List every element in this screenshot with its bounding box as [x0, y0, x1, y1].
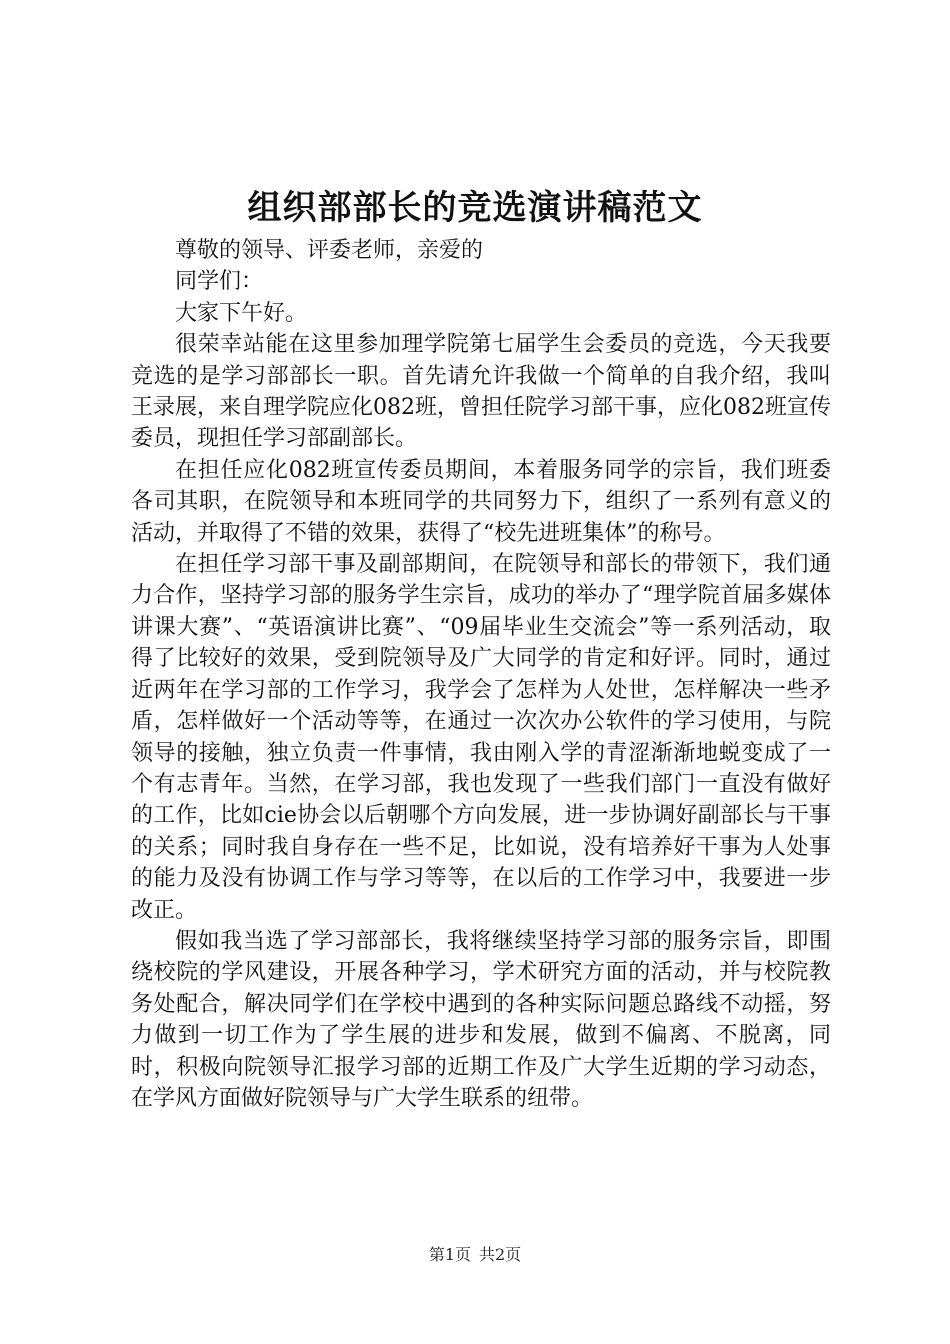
- document-body: [131, 235, 831, 1114]
- greeting-paragraph: 大家下午好。: [175, 300, 308, 326]
- page-number: 第1页: [428, 1245, 471, 1264]
- plan-paragraph: 假如我当选了学习部部长，我将继续坚持学习部的服务宗旨，即围绕校院的学风建设，开展各种学习，学术研究方面的活动，并与校院教务处配合，解决同学们在学校中遇到的各种实际问题总路线不动摇，努力做到一切工作为了学生展的进步和发展，做到不偏离、不脱离，同时，积极向院领导汇报学习部的近期工作及广大学生近期的学习动态，在学风方面做好院领导与广大学生联系的纽带。: [131, 928, 831, 1111]
- document-title: 组织部部长的竞选演讲稿范文: [247, 188, 703, 228]
- page-total: 共2页: [479, 1245, 522, 1264]
- introduction-paragraph: 很荣幸站能在这里参加理学院第七届学生会委员的竞选，今天我要竞选的是学习部部长一职。首先请允许我做一个简单的自我介绍，我叫王录展，来自理学院应化082班，曾担任院学习部干事，应化082班宣传委员，现担任学习部副部长。: [131, 332, 831, 452]
- salutation-line-2: 同学们：: [175, 269, 264, 295]
- page-footer: [0, 1244, 950, 1266]
- salutation-line-1: 尊敬的领导、评委老师，亲爱的: [175, 238, 484, 263]
- study-department-paragraph: 在担任学习部干事及副部期间，在院领导和部长的带领下，我们通力合作，坚持学习部的服务学生宗旨，成功的举办了“理学院首届多媒体讲课大赛”、“英语演讲比赛”、“09届毕业生交流会”等一系列活动，取得了比较好的效果，受到院领导及广大同学的肯定和好评。同时，通过近两年在学习部的工作学习，我学会了怎样为人处世，怎样解决一些矛盾，怎样做好一个活动等等，在通过一次次办公软件的学习使用，与院领导的接触，独立负责一件事情，我由刚入学的青涩渐渐地蜕变成了一个有志青年。当然，在学习部，我也发现了一些我们部门一直没有做好的工作，比如cie协会以后朝哪个方向发展，进一步协调好副部长与干事的关系；同时我自身存在一些不足，比如说，没有培养好干事为人处事的能力及没有协调工作与学习等等，在以后的工作学习中，我要进一步改正。: [131, 552, 831, 923]
- class-committee-paragraph: 在担任应化082班宣传委员期间，本着服务同学的宗旨，我们班委各司其职，在院领导和本班同学的共同努力下，组织了一系列有意义的活动，并取得了不错的效果，获得了“校先进班集体”的称号。: [131, 457, 831, 546]
